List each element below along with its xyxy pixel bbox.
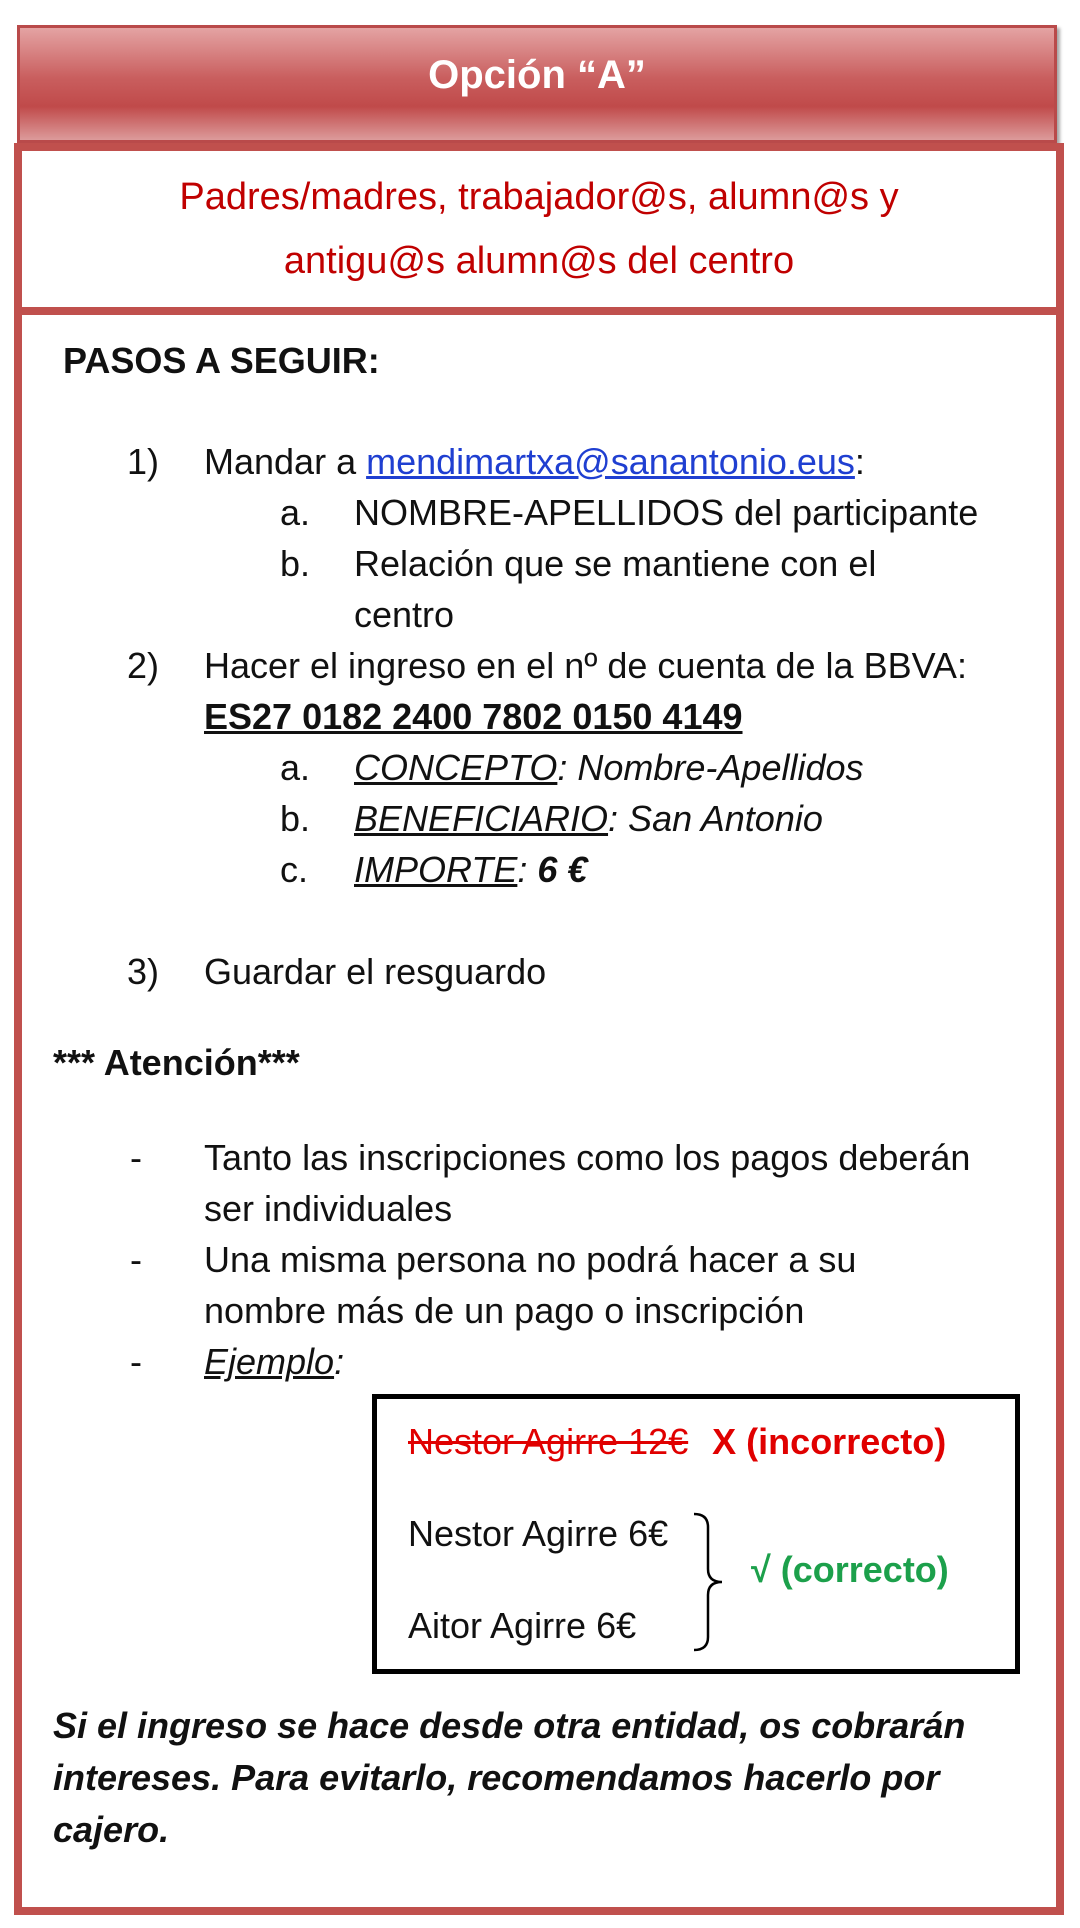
footer-note: Si el ingreso se hace desde otra entidad, os cobrarán intereses. Para evitarlo, recomendamos hacerlo por cajero. xyxy=(53,1705,966,1850)
email-link[interactable]: mendimartxa@sanantonio.eus xyxy=(366,441,855,482)
beneficiary-value: : San Antonio xyxy=(608,798,823,839)
bullet-2-line-2: nombre más de un pago o inscripción xyxy=(204,1290,805,1331)
example-label: Ejemplo xyxy=(204,1341,335,1382)
attention-heading: *** Atención*** xyxy=(53,1042,300,1083)
bullet-3-text xyxy=(204,1341,344,1383)
step-2c-marker: c. xyxy=(280,849,309,890)
bullet-1-dash: - xyxy=(130,1137,142,1178)
step-1a-text: NOMBRE-APELLIDOS del participante xyxy=(354,492,979,533)
step-1-text xyxy=(204,441,865,483)
bullet-2-dash: - xyxy=(130,1239,142,1280)
concept-value: : Nombre-Apellidos xyxy=(557,747,864,788)
step-1-colon: : xyxy=(854,441,865,482)
step-2b-text xyxy=(354,798,823,840)
step-2a-marker: a. xyxy=(280,747,311,788)
bullet-2-line-1: Una misma persona no podrá hacer a su xyxy=(204,1239,857,1280)
bullet-3-dash: - xyxy=(130,1341,142,1382)
amount-separator: : xyxy=(517,849,538,890)
amount-key: IMPORTE xyxy=(354,849,518,890)
option-title: Opción “A” xyxy=(428,52,646,97)
step-2a-text xyxy=(354,747,864,789)
example-colon: : xyxy=(334,1341,345,1382)
step-1b-line-1: Relación que se mantiene con el xyxy=(354,543,877,584)
step-1a-marker: a. xyxy=(280,492,311,533)
step-1b-marker: b. xyxy=(280,543,311,584)
step-1-label: Mandar a xyxy=(204,441,367,482)
option-header xyxy=(17,25,1057,143)
curly-brace-icon xyxy=(690,1511,730,1653)
bank-account-number: ES27 0182 2400 7802 0150 4149 xyxy=(204,696,743,737)
step-3-number: 3) xyxy=(127,951,160,992)
step-3-text: Guardar el resguardo xyxy=(204,951,547,992)
correct-example-2: Aitor Agirre 6€ xyxy=(408,1605,637,1646)
step-2b-marker: b. xyxy=(280,798,311,839)
correct-example-1: Nestor Agirre 6€ xyxy=(408,1513,669,1554)
step-1-number: 1) xyxy=(127,441,160,482)
bullet-1-line-2: ser individuales xyxy=(204,1188,453,1229)
bullet-1-line-1: Tanto las inscripciones como los pagos deberán xyxy=(204,1137,971,1178)
audience-heading xyxy=(22,151,1056,315)
amount-value: 6 € xyxy=(537,849,588,890)
audience-line-2: antigu@s alumn@s del centro xyxy=(283,240,795,282)
step-2-number: 2) xyxy=(127,645,160,686)
beneficiary-key: BENEFICIARIO xyxy=(354,798,609,839)
incorrect-row xyxy=(408,1421,946,1463)
incorrect-example: Nestor Agirre 12€ xyxy=(408,1421,689,1462)
concept-key: CONCEPTO xyxy=(354,747,558,788)
steps-heading: PASOS A SEGUIR: xyxy=(63,340,380,381)
step-1b-line-2: centro xyxy=(354,594,455,635)
step-2-text: Hacer el ingreso en el nº de cuenta de la BBVA: xyxy=(204,645,967,686)
audience-line-1: Padres/madres, trabajador@s, alumn@s y xyxy=(179,176,899,218)
correct-mark: √ (correcto) xyxy=(751,1549,949,1590)
incorrect-mark: X (incorrecto) xyxy=(712,1421,947,1462)
step-2c-text xyxy=(354,849,587,891)
example-box xyxy=(372,1394,1020,1674)
